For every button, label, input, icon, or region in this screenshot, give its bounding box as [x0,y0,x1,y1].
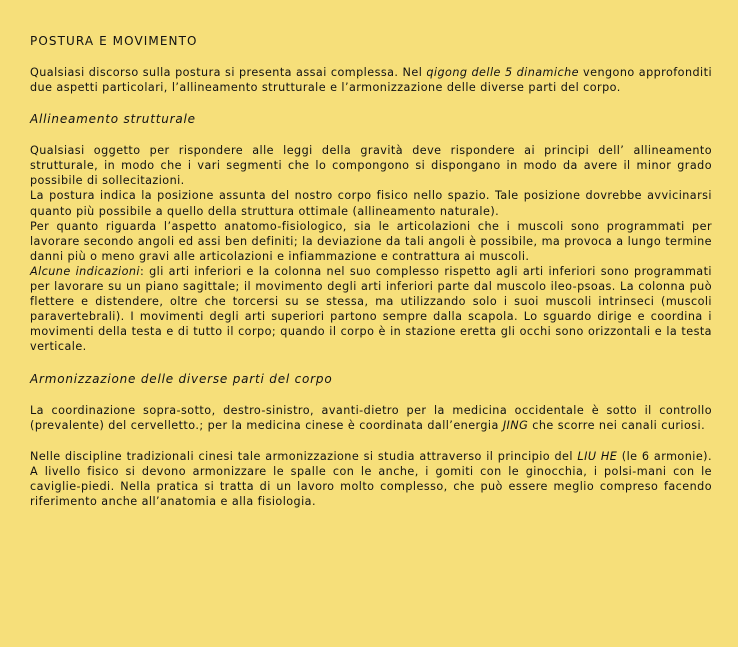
indications-text: : gli arti inferiori e la colonna nel suo complesso rispetto agli arti inferiori sono programmati per lavorare su un piano sagittale; il movimento degli arti inferiori parte dal muscolo ileo-psoas. La colonna può flettere e distendere, oltre che torcersi su se stessa, ma utilizzando solo i suoi muscoli intrinseci (muscoli paravertebrali). I movimenti degli arti superiori partono sempre dalla scapola. Lo sguardo dirige e coordina i movimenti della testa e di tutto il corpo; quando il corpo è in stazione eretta gli occhi sono orizzontali e la testa verticale. [30,264,712,354]
liuhe-text-end: (le 6 armonie). A livello fisico si devono armonizzare le spalle con le anche, i gomiti con le ginocchia, i polsi-mani con le caviglie-piedi. Nella pratica si tratta di un lavoro molto complesso, che può essere meglio compreso facendo riferimento anche all’anatomia e alla fisiologia. [30,449,712,508]
alignment-paragraph-1: Qualsiasi oggetto per rispondere alle leggi della gravità deve rispondere ai principi dell’ allineamento strutturale, in modo che i vari segmenti che lo compongono si dispongano in modo da avere il minor grado possibile di sollecitazioni. [30,144,712,188]
section-heading-alignment: Allineamento strutturale [30,112,196,127]
liuhe-text-start: Nelle discipline tradizionali cinesi tale armonizzazione si studia attraverso il principio del [30,449,578,463]
harmonization-text-end: che scorre nei canali curiosi. [528,418,706,432]
intro-text-start: Qualsiasi discorso sulla postura si presenta assai complessa. Nel [30,66,427,79]
intro-paragraph [30,65,712,95]
harmonization-paragraph-2 [30,449,712,509]
indications-label: Alcune indicazioni [30,264,140,278]
document-title: POSTURA E MOVIMENTO [30,34,198,48]
intro-emphasis: qigong delle 5 dinamiche [426,66,579,79]
harmonization-text-start: La coordinazione sopra-sotto, destro-sinistro, avanti-dietro per la medicina occidentale è sotto il controllo (prevalente) del cervelletto.; per la medicina cinese è coordinata dall’energia [30,403,712,432]
liuhe-term: LIU HE [577,449,618,463]
alignment-paragraph-4 [30,264,712,355]
alignment-paragraph-2: La postura indica la posizione assunta del nostro corpo fisico nello spazio. Tale posizione dovrebbe avvicinarsi quanto più possibile a quello della struttura ottimale (allineamento naturale). [30,189,712,218]
alignment-paragraph-3: Per quanto riguarda l’aspetto anatomo-fisiologico, sia le articolazioni che i muscoli sono programmati per lavorare secondo angoli ed assi ben definiti; la deviazione da tali angoli è possibile, ma provoca a lungo termine danni più o meno gravi alle articolazioni e infiammazione e contrattura ai muscoli. [30,219,712,263]
section-heading-harmonization: Armonizzazione delle diverse parti del corpo [30,371,333,386]
harmonization-paragraph-1 [30,403,712,433]
intro-text-end: vengono approfonditi due aspetti particolari, l’allineamento strutturale e l’armonizzazione delle diverse parti del corpo. [30,66,713,95]
jing-term: JING [502,418,529,432]
